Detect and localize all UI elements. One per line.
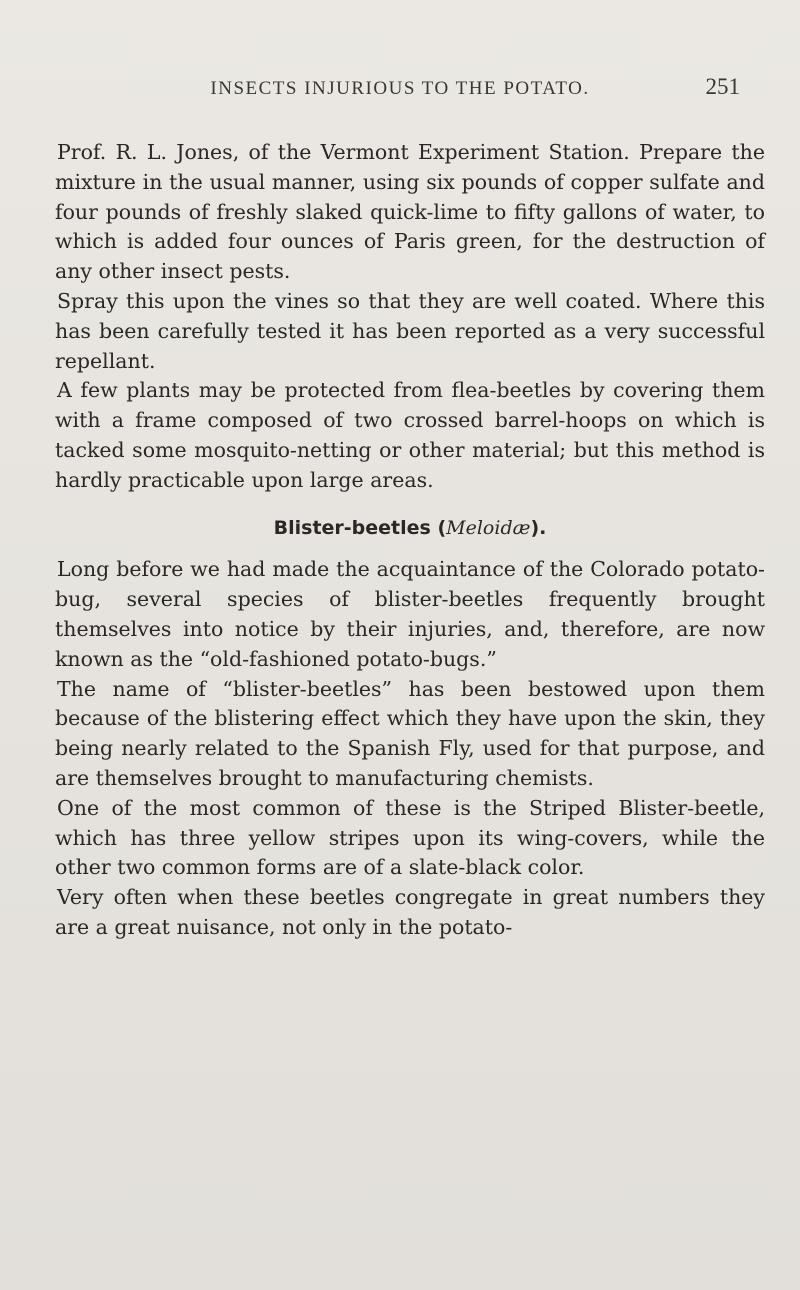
- section-heading-latin-open: (: [437, 516, 447, 539]
- paragraph: Prof. R. L. Jones, of the Vermont Experiment Station. Prepare the mixture in the usual manner, using six pounds of copper sulfate and four pounds of freshly slaked quick-lime to fifty gallons of water, to which is added four ounces of Paris green, for the destruction of any other insect pests.: [55, 140, 765, 284]
- paragraph: One of the most common of these is the Striped Blister-beetle, which has three yellow stripes upon its wing-covers, while the other two common forms are of a slate-black color.: [55, 795, 765, 880]
- body-text: [55, 138, 765, 943]
- paragraph: The name of “blister-beetles” has been bestowed upon them because of the blistering effect which they have upon the skin, they being nearly related to the Spanish Fly, used for that purpose, and are themselves brought to manufacturing chemists.: [55, 676, 765, 790]
- paragraph: Spray this upon the vines so that they are well coated. Where this has been carefully tested it has been reported as a very successful repellant.: [55, 288, 765, 373]
- paragraph: Long before we had made the acquaintance of the Colorado potato-bug, several species of blister-beetles frequently brought themselves into notice by their injuries, and, therefore, are now known as the “old-fashioned potato-bugs.”: [55, 557, 765, 671]
- page-number: 251: [705, 74, 740, 99]
- running-head: INSECTS INJURIOUS TO THE POTATO.: [210, 78, 590, 99]
- paragraph: A few plants may be protected from flea-beetles by covering them with a frame composed of two crossed barrel-hoops on which is tacked some mosquito-netting or other material; but this method is hardly practicable upon large areas.: [55, 378, 765, 492]
- section-heading-latin-close: ).: [530, 516, 547, 539]
- section-heading-latin-name: Meloidæ: [446, 516, 531, 539]
- section-heading: [55, 514, 765, 544]
- paragraph: Very often when these beetles congregate in great numbers they are a great nuisance, not only in the potato-: [55, 885, 765, 939]
- section-heading-title: Blister-beetles: [273, 516, 431, 539]
